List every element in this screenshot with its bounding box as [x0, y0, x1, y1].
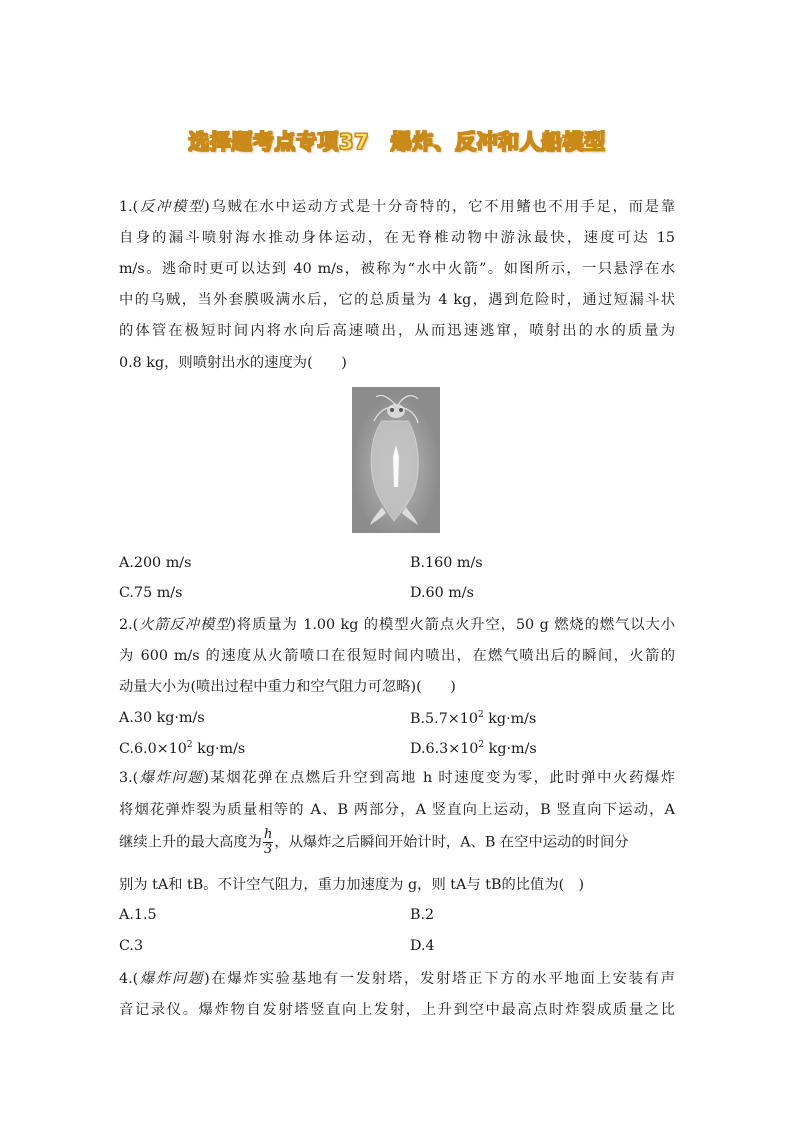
- q2-line-2: 为 600 m/s 的速度从火箭喷口在很短时间内喷出，在燃气喷出后的瞬间，火箭的: [119, 648, 675, 664]
- q2-line-1: 2.(火箭反冲模型)将质量为 1.00 kg 的模型火箭点火升空，50 g 燃烧的燃气以大小: [119, 617, 675, 633]
- q1-tag: 反冲模型: [138, 199, 205, 215]
- q3-option-a: A.1.5: [119, 907, 157, 923]
- q1-option-c: C.75 m/s: [119, 585, 183, 601]
- q4-tag: 爆炸问题: [138, 971, 205, 987]
- q3-option-d: D.4: [410, 938, 435, 954]
- q1-option-d: D.60 m/s: [410, 585, 474, 601]
- q3-line-2: 将烟花弹炸裂为质量相等的 A、B 两部分，A 竖直向上运动，B 竖直向下运动，A: [119, 802, 675, 818]
- q1-line-4: 中的乌贼，当外套膜吸满水后，它的总质量为 4 kg，遇到危险时，通过短漏斗状: [119, 292, 675, 308]
- q4-line-1: 4.(爆炸问题)在爆炸实验基地有一发射塔，发射塔正下方的水平地面上安装有声: [119, 971, 676, 987]
- q2-option-c: $C.6.0\times 10^2$ kg·m/s: [119, 740, 246, 757]
- q3-fraction: $\frac{h}{3}$: [263, 827, 273, 857]
- page-title: 选择题考点专项37 爆炸、反冲和人船模型: [188, 130, 606, 154]
- q2-line-3: 动量大小为(喷出过程中重力和空气阻力可忽略)( ): [119, 679, 456, 695]
- q1-text-1: 乌贼在水中运动方式是十分奇特的，它不用鳍也不用手足，而是靠: [209, 199, 676, 215]
- q3-option-b: B.2: [410, 907, 435, 923]
- q2-option-a: A.30 kg·m/s: [119, 710, 205, 726]
- q2-option-d: $D.6.3\times 10^2$ kg·m/s: [410, 740, 537, 757]
- q1-line-5: 的体管在极短时间内将水向后高速喷出，从而迅速逃窜，喷射出的水的质量为: [119, 323, 675, 339]
- q3-text-3a: 继续上升的最大高度为: [119, 834, 262, 851]
- q3-option-c: C.3: [119, 938, 144, 954]
- q2-text-1: 将质量为 1.00 kg 的模型火箭点火升空，50 g 燃烧的燃气以大小: [236, 617, 675, 633]
- q3-line-3: [119, 828, 629, 857]
- q3-text-3b: ，从爆炸之后瞬间开始计时，A、B 在空中运动的时间分: [274, 834, 629, 851]
- q3-tag: 爆炸问题: [138, 770, 204, 786]
- q1-line-6: 0.8 kg，则喷射出水的速度为( ): [119, 355, 347, 371]
- q3-line-4: 别为 tA和 tB。不计空气阻力，重力加速度为 g，则 tA与 tB的比值为( ): [119, 877, 585, 893]
- q1-option-a: A.200 m/s: [119, 555, 192, 571]
- q1-line-1: 1.(反冲模型)乌贼在水中运动方式是十分奇特的，它不用鳍也不用手足，而是靠: [119, 199, 676, 215]
- q3-text-1: 某烟花弹在点燃后升空到高地 h 时速度变为零，此时弹中火药爆炸: [208, 770, 676, 786]
- q4-text-1: 在爆炸实验基地有一发射塔，发射塔正下方的水平地面上安装有声: [209, 971, 676, 987]
- q1-option-b: B.160 m/s: [410, 555, 483, 571]
- q4-line-2: 音记录仪。爆炸物自发射塔竖直向上发射，上升到空中最高点时炸裂成质量之比: [119, 1002, 675, 1018]
- squid-image: [352, 387, 440, 533]
- q2-tag: 火箭反冲模型: [138, 617, 231, 633]
- q3-line-1: 3.(爆炸问题)某烟花弹在点燃后升空到高地 h 时速度变为零，此时弹中火药爆炸: [119, 770, 676, 786]
- q2-option-b: $B.5.7\times 10^2$ kg·m/s: [410, 710, 537, 727]
- q1-line-2: 自身的漏斗喷射海水推动身体运动，在无脊椎动物中游泳最快，速度可达 15: [119, 230, 675, 246]
- q1-line-3: m/s。逃命时更可以达到 40 m/s，被称为“水中火箭”。如图所示，一只悬浮在水: [119, 261, 675, 277]
